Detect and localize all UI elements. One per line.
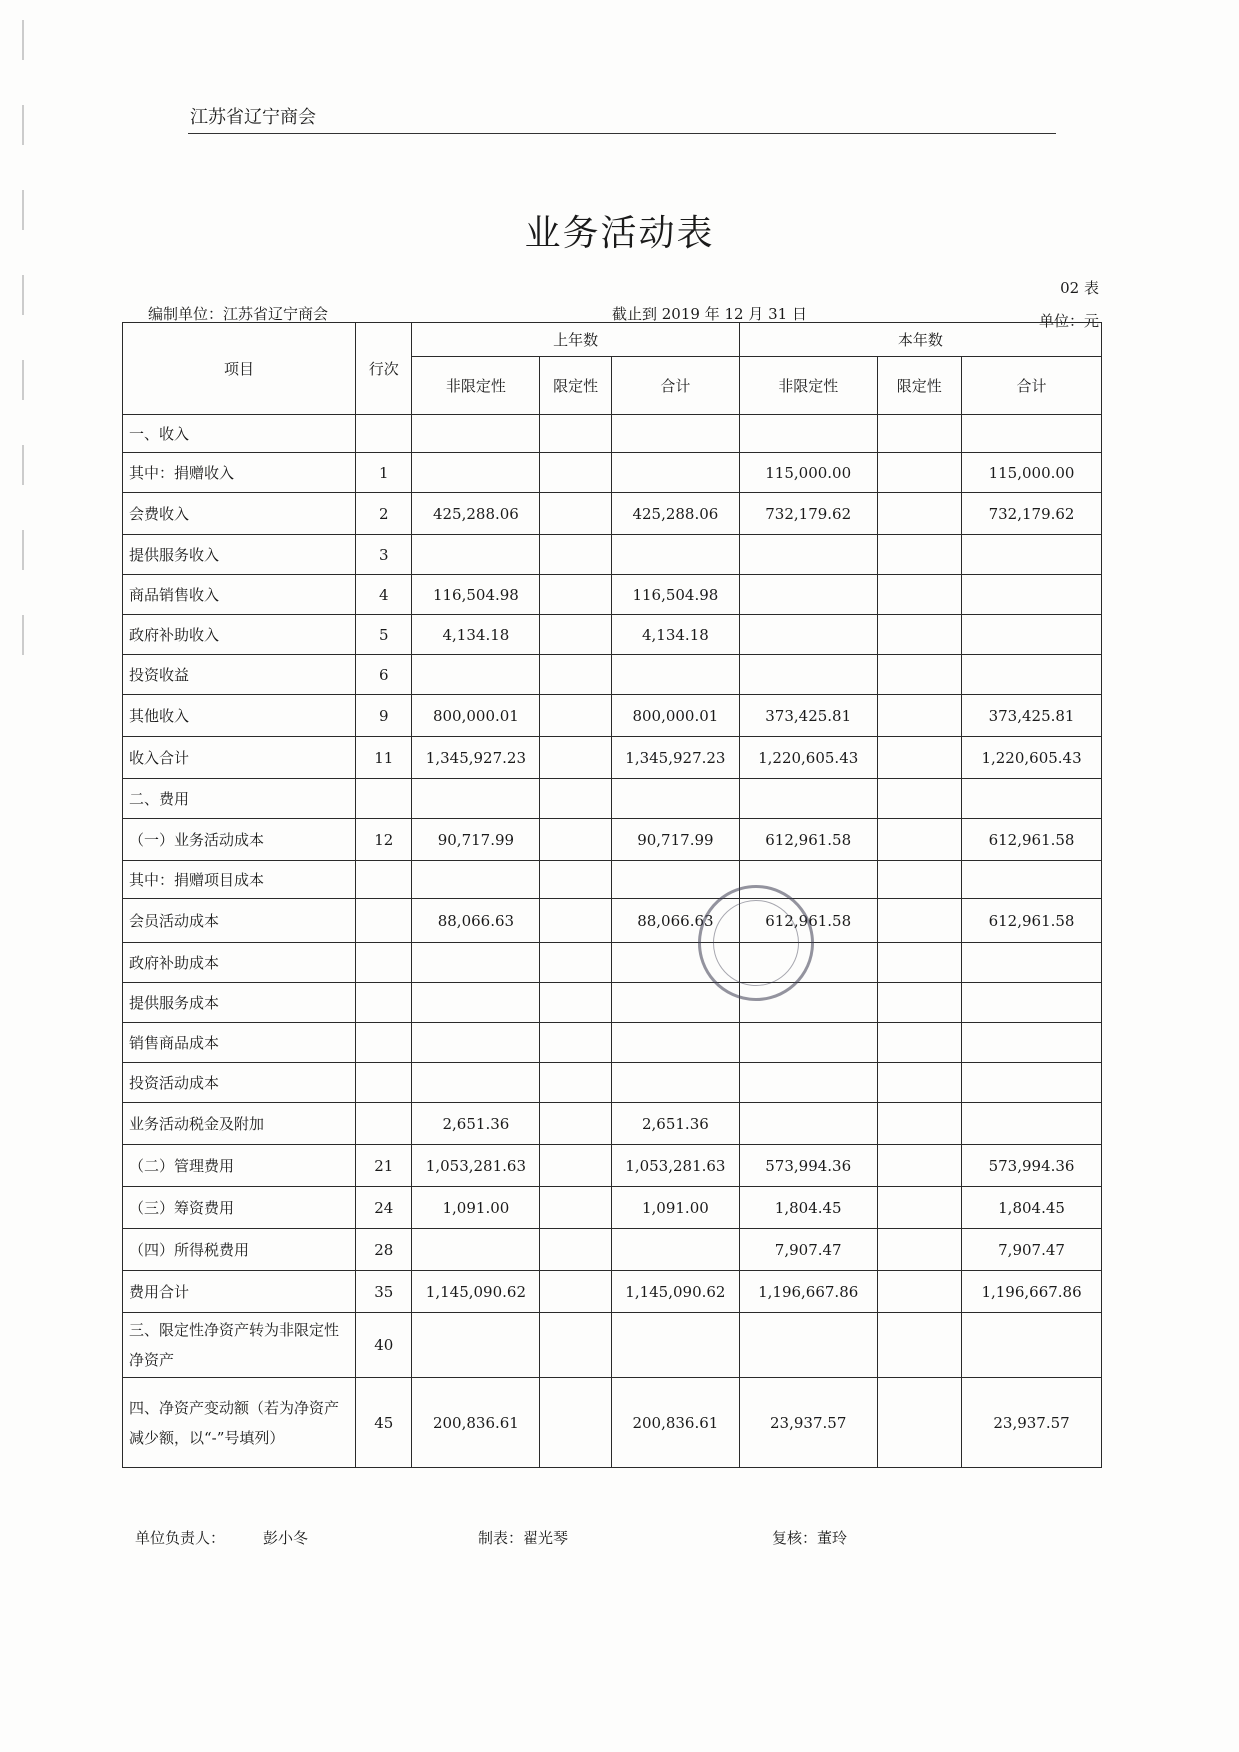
row-item-label: 投资收益 — [123, 655, 356, 695]
row-cell-c-unres: 373,425.81 — [739, 695, 877, 737]
header-rule — [188, 133, 1056, 134]
row-cell-p-total: 1,145,090.62 — [611, 1271, 739, 1313]
row-cell-p-total: 1,345,927.23 — [611, 737, 739, 779]
row-line-number: 9 — [356, 695, 412, 737]
row-item-label: 商品销售收入 — [123, 575, 356, 615]
row-cell-c-res — [877, 575, 962, 615]
row-line-number — [356, 983, 412, 1023]
row-cell-p-total — [611, 779, 739, 819]
preparer-label: 制表： — [478, 1529, 524, 1547]
table-row — [123, 737, 1102, 779]
row-cell-c-total — [962, 983, 1102, 1023]
row-cell-p-unres: 1,345,927.23 — [412, 737, 540, 779]
row-cell-c-total: 1,196,667.86 — [962, 1271, 1102, 1313]
head-name: 彭小冬 — [263, 1529, 309, 1547]
row-cell-c-total — [962, 861, 1102, 899]
table-row — [123, 453, 1102, 493]
scan-edge-marks — [22, 20, 30, 700]
row-line-number — [356, 415, 412, 453]
head-label: 单位负责人： — [135, 1529, 226, 1547]
row-cell-p-unres: 800,000.01 — [412, 695, 540, 737]
row-cell-p-res — [540, 695, 612, 737]
row-cell-c-total: 373,425.81 — [962, 695, 1102, 737]
row-cell-c-total — [962, 535, 1102, 575]
row-cell-p-res — [540, 535, 612, 575]
row-item-label: 二、费用 — [123, 779, 356, 819]
footer-preparer — [478, 1527, 568, 1548]
row-cell-p-unres — [412, 779, 540, 819]
row-cell-c-res — [877, 943, 962, 983]
row-cell-p-unres — [412, 943, 540, 983]
row-cell-c-total: 23,937.57 — [962, 1378, 1102, 1468]
footer-head — [135, 1527, 308, 1548]
statement-rows — [123, 415, 1102, 1468]
row-cell-p-res — [540, 1271, 612, 1313]
row-cell-p-total: 88,066.63 — [611, 899, 739, 943]
row-cell-p-unres: 200,836.61 — [412, 1378, 540, 1468]
row-cell-c-unres: 612,961.58 — [739, 819, 877, 861]
row-cell-p-unres: 1,091.00 — [412, 1187, 540, 1229]
table-row — [123, 1187, 1102, 1229]
col-header-prior-unrestricted: 非限定性 — [412, 357, 540, 415]
row-cell-p-unres — [412, 861, 540, 899]
row-cell-c-total: 115,000.00 — [962, 453, 1102, 493]
row-cell-c-total: 732,179.62 — [962, 493, 1102, 535]
row-cell-c-unres: 573,994.36 — [739, 1145, 877, 1187]
row-cell-c-total — [962, 415, 1102, 453]
row-item-label: 会费收入 — [123, 493, 356, 535]
row-cell-c-res — [877, 737, 962, 779]
row-item-label: 销售商品成本 — [123, 1023, 356, 1063]
row-item-label: 其中：捐赠项目成本 — [123, 861, 356, 899]
row-cell-p-total: 90,717.99 — [611, 819, 739, 861]
row-cell-p-unres — [412, 655, 540, 695]
row-cell-p-unres: 4,134.18 — [412, 615, 540, 655]
row-cell-p-res — [540, 453, 612, 493]
row-cell-c-res — [877, 1229, 962, 1271]
row-line-number — [356, 1023, 412, 1063]
row-line-number: 4 — [356, 575, 412, 615]
col-header-line: 行次 — [356, 323, 412, 415]
row-cell-p-unres: 1,145,090.62 — [412, 1271, 540, 1313]
table-row — [123, 655, 1102, 695]
row-cell-p-total: 1,053,281.63 — [611, 1145, 739, 1187]
row-cell-p-unres — [412, 1313, 540, 1378]
preparer-name: 翟光琴 — [523, 1529, 569, 1547]
row-line-number: 40 — [356, 1313, 412, 1378]
row-cell-p-unres — [412, 1063, 540, 1103]
row-cell-c-unres — [739, 983, 877, 1023]
row-item-label: 提供服务收入 — [123, 535, 356, 575]
row-cell-c-unres: 1,804.45 — [739, 1187, 877, 1229]
row-item-label: 其他收入 — [123, 695, 356, 737]
row-item-label: 一、收入 — [123, 415, 356, 453]
table-row — [123, 1063, 1102, 1103]
row-line-number — [356, 943, 412, 983]
table-row — [123, 1145, 1102, 1187]
row-cell-c-total — [962, 779, 1102, 819]
row-cell-c-res — [877, 1103, 962, 1145]
row-cell-p-res — [540, 1313, 612, 1378]
footer-reviewer — [772, 1527, 847, 1548]
row-cell-c-res — [877, 899, 962, 943]
row-cell-c-res — [877, 1063, 962, 1103]
table-row — [123, 779, 1102, 819]
row-line-number: 6 — [356, 655, 412, 695]
row-line-number: 1 — [356, 453, 412, 493]
row-cell-p-res — [540, 1063, 612, 1103]
form-number: 02 表 — [1060, 279, 1099, 297]
table-row — [123, 1023, 1102, 1063]
row-cell-c-res — [877, 819, 962, 861]
row-cell-p-total — [611, 1229, 739, 1271]
activity-statement-table — [122, 322, 1102, 1468]
table-row — [123, 535, 1102, 575]
row-cell-c-res — [877, 453, 962, 493]
row-cell-c-total: 612,961.58 — [962, 819, 1102, 861]
reviewer-label: 复核： — [772, 1529, 818, 1547]
row-cell-p-total: 116,504.98 — [611, 575, 739, 615]
header-org-name: 江苏省辽宁商会 — [190, 107, 316, 128]
row-cell-c-total — [962, 615, 1102, 655]
row-cell-c-unres — [739, 415, 877, 453]
row-cell-p-res — [540, 943, 612, 983]
col-header-prior-year: 上年数 — [412, 323, 739, 357]
row-cell-c-res — [877, 983, 962, 1023]
row-cell-p-res — [540, 615, 612, 655]
table-row — [123, 615, 1102, 655]
row-line-number: 2 — [356, 493, 412, 535]
row-cell-c-res — [877, 535, 962, 575]
row-line-number — [356, 779, 412, 819]
table-row — [123, 1103, 1102, 1145]
row-item-label: 提供服务成本 — [123, 983, 356, 1023]
row-cell-p-total — [611, 453, 739, 493]
row-cell-p-res — [540, 779, 612, 819]
row-cell-c-unres: 1,196,667.86 — [739, 1271, 877, 1313]
row-cell-c-res — [877, 655, 962, 695]
row-cell-c-total: 573,994.36 — [962, 1145, 1102, 1187]
col-header-prior-restricted: 限定性 — [540, 357, 612, 415]
row-cell-c-total — [962, 1023, 1102, 1063]
row-item-label: 四、净资产变动额（若为净资产减少额，以“-”号填列） — [123, 1378, 356, 1468]
row-cell-p-res — [540, 1187, 612, 1229]
row-cell-c-total: 7,907.47 — [962, 1229, 1102, 1271]
row-cell-c-total — [962, 575, 1102, 615]
row-item-label: 政府补助收入 — [123, 615, 356, 655]
row-cell-c-total — [962, 943, 1102, 983]
row-cell-p-res — [540, 1229, 612, 1271]
row-line-number — [356, 1103, 412, 1145]
row-cell-c-unres — [739, 615, 877, 655]
row-cell-c-res — [877, 1313, 962, 1378]
row-cell-c-unres: 732,179.62 — [739, 493, 877, 535]
row-cell-p-res — [540, 575, 612, 615]
row-cell-p-total — [611, 1063, 739, 1103]
row-line-number: 11 — [356, 737, 412, 779]
col-header-item: 项目 — [123, 323, 356, 415]
row-cell-p-res — [540, 1023, 612, 1063]
table-row — [123, 1229, 1102, 1271]
row-cell-p-unres: 88,066.63 — [412, 899, 540, 943]
row-line-number: 21 — [356, 1145, 412, 1187]
row-cell-c-unres: 7,907.47 — [739, 1229, 877, 1271]
row-cell-c-unres — [739, 1063, 877, 1103]
col-header-current-restricted: 限定性 — [877, 357, 962, 415]
row-cell-p-unres — [412, 1229, 540, 1271]
row-cell-c-total — [962, 1103, 1102, 1145]
compiling-unit: 编制单位：江苏省辽宁商会 — [148, 305, 329, 323]
row-item-label: （一）业务活动成本 — [123, 819, 356, 861]
row-cell-p-unres — [412, 415, 540, 453]
row-cell-c-unres — [739, 779, 877, 819]
row-cell-c-res — [877, 1271, 962, 1313]
row-cell-c-unres — [739, 1313, 877, 1378]
row-item-label: 业务活动税金及附加 — [123, 1103, 356, 1145]
row-cell-p-res — [540, 493, 612, 535]
row-line-number — [356, 861, 412, 899]
col-header-current-year: 本年数 — [739, 323, 1101, 357]
row-cell-c-unres — [739, 861, 877, 899]
row-line-number: 24 — [356, 1187, 412, 1229]
row-cell-c-res — [877, 1378, 962, 1468]
row-cell-p-res — [540, 655, 612, 695]
row-cell-p-unres — [412, 1023, 540, 1063]
table-row — [123, 575, 1102, 615]
row-item-label: （二）管理费用 — [123, 1145, 356, 1187]
row-line-number: 45 — [356, 1378, 412, 1468]
table-row — [123, 415, 1102, 453]
row-cell-p-res — [540, 1378, 612, 1468]
row-item-label: 会员活动成本 — [123, 899, 356, 943]
row-cell-p-total — [611, 415, 739, 453]
row-item-label: 费用合计 — [123, 1271, 356, 1313]
row-cell-p-total: 2,651.36 — [611, 1103, 739, 1145]
row-line-number: 3 — [356, 535, 412, 575]
table-row — [123, 819, 1102, 861]
row-cell-p-total: 200,836.61 — [611, 1378, 739, 1468]
row-cell-c-res — [877, 615, 962, 655]
row-cell-c-res — [877, 861, 962, 899]
row-cell-c-total: 612,961.58 — [962, 899, 1102, 943]
row-item-label: （三）筹资费用 — [123, 1187, 356, 1229]
row-cell-c-unres: 1,220,605.43 — [739, 737, 877, 779]
row-cell-p-unres — [412, 983, 540, 1023]
row-item-label: 政府补助成本 — [123, 943, 356, 983]
table-row — [123, 493, 1102, 535]
row-cell-c-unres — [739, 535, 877, 575]
row-cell-c-res — [877, 779, 962, 819]
row-line-number — [356, 1063, 412, 1103]
row-cell-p-unres: 2,651.36 — [412, 1103, 540, 1145]
row-cell-p-unres: 116,504.98 — [412, 575, 540, 615]
row-cell-c-unres: 23,937.57 — [739, 1378, 877, 1468]
row-cell-c-res — [877, 1023, 962, 1063]
table-row — [123, 695, 1102, 737]
row-item-label: 收入合计 — [123, 737, 356, 779]
row-cell-p-unres: 1,053,281.63 — [412, 1145, 540, 1187]
table-row — [123, 1271, 1102, 1313]
row-cell-p-res — [540, 983, 612, 1023]
col-header-current-unrestricted: 非限定性 — [739, 357, 877, 415]
row-cell-p-total: 1,091.00 — [611, 1187, 739, 1229]
row-cell-p-unres — [412, 453, 540, 493]
row-cell-p-res — [540, 415, 612, 453]
table-row — [123, 1313, 1102, 1378]
row-cell-p-unres: 90,717.99 — [412, 819, 540, 861]
row-cell-c-res — [877, 695, 962, 737]
row-cell-p-total — [611, 1023, 739, 1063]
row-cell-c-res — [877, 415, 962, 453]
row-cell-p-total — [611, 983, 739, 1023]
row-cell-p-res — [540, 737, 612, 779]
col-header-prior-total: 合计 — [611, 357, 739, 415]
table-row — [123, 983, 1102, 1023]
table-row — [123, 943, 1102, 983]
row-cell-c-res — [877, 493, 962, 535]
row-cell-p-unres: 425,288.06 — [412, 493, 540, 535]
row-line-number: 35 — [356, 1271, 412, 1313]
row-cell-p-res — [540, 1103, 612, 1145]
row-cell-c-res — [877, 1187, 962, 1229]
row-cell-c-total: 1,804.45 — [962, 1187, 1102, 1229]
row-cell-c-unres — [739, 943, 877, 983]
row-cell-c-unres — [739, 1103, 877, 1145]
row-cell-c-total — [962, 1313, 1102, 1378]
reviewer-name: 董玲 — [817, 1529, 848, 1547]
row-cell-p-total: 425,288.06 — [611, 493, 739, 535]
row-cell-p-unres — [412, 535, 540, 575]
row-line-number: 5 — [356, 615, 412, 655]
row-item-label: 其中：捐赠收入 — [123, 453, 356, 493]
row-cell-p-total: 4,134.18 — [611, 615, 739, 655]
row-cell-p-total — [611, 535, 739, 575]
row-cell-c-unres: 115,000.00 — [739, 453, 877, 493]
row-cell-p-res — [540, 899, 612, 943]
row-cell-p-total — [611, 655, 739, 695]
row-cell-p-total — [611, 943, 739, 983]
row-cell-c-total: 1,220,605.43 — [962, 737, 1102, 779]
row-cell-p-res — [540, 1145, 612, 1187]
row-cell-c-unres — [739, 655, 877, 695]
row-item-label: （四）所得税费用 — [123, 1229, 356, 1271]
row-cell-c-total — [962, 655, 1102, 695]
row-line-number: 28 — [356, 1229, 412, 1271]
row-cell-c-unres: 612,961.58 — [739, 899, 877, 943]
row-cell-c-unres — [739, 575, 877, 615]
row-cell-c-res — [877, 1145, 962, 1187]
row-item-label: 投资活动成本 — [123, 1063, 356, 1103]
row-line-number — [356, 899, 412, 943]
reporting-period: 截止到 2019 年 12 月 31 日 — [612, 305, 807, 323]
row-cell-c-unres — [739, 1023, 877, 1063]
row-cell-p-total — [611, 1313, 739, 1378]
currency-unit: 单位：元 — [1038, 312, 1099, 330]
col-header-current-total: 合计 — [962, 357, 1102, 415]
row-cell-p-total — [611, 861, 739, 899]
row-item-label: 三、限定性净资产转为非限定性净资产 — [123, 1313, 356, 1378]
row-cell-p-res — [540, 819, 612, 861]
table-row — [123, 899, 1102, 943]
table-row — [123, 1378, 1102, 1468]
row-cell-c-total — [962, 1063, 1102, 1103]
page-title: 业务活动表 — [524, 213, 715, 254]
row-cell-p-res — [540, 861, 612, 899]
row-cell-p-total: 800,000.01 — [611, 695, 739, 737]
table-row — [123, 861, 1102, 899]
row-line-number: 12 — [356, 819, 412, 861]
